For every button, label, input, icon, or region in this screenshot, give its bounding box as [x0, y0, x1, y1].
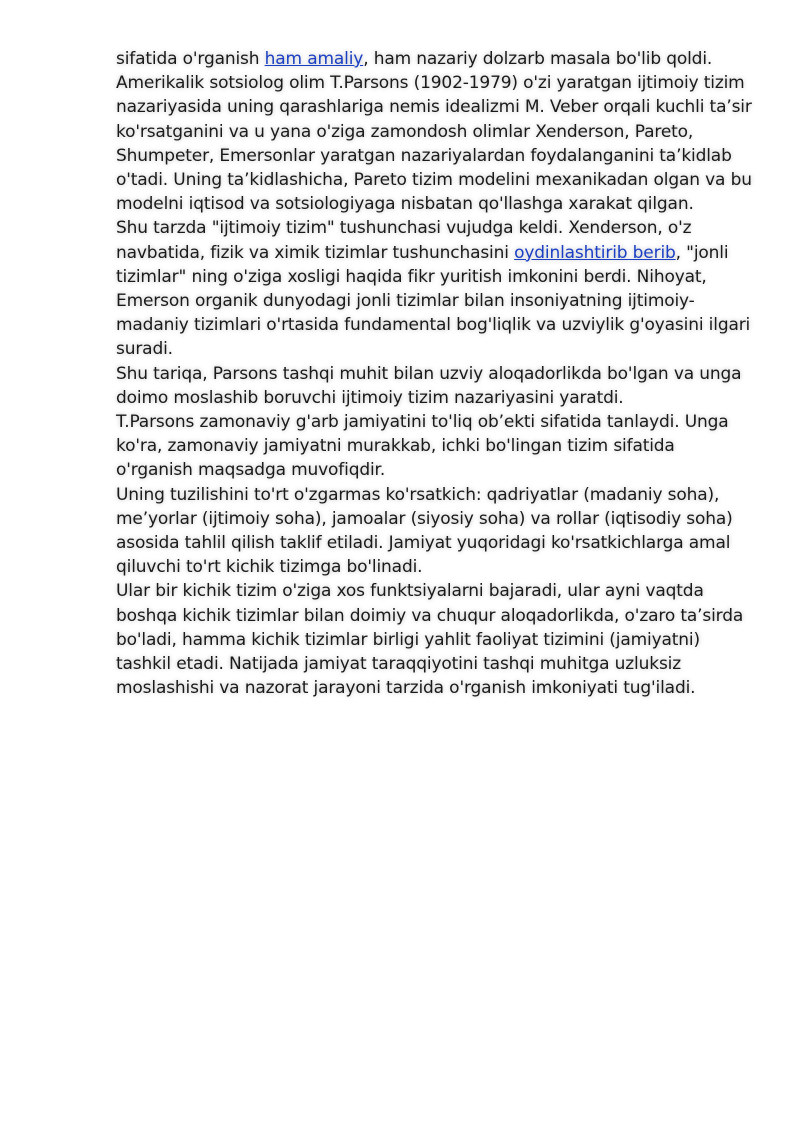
link-oydinlashtirib-berib[interactable]: oydinlashtirib berib: [514, 242, 676, 263]
paragraph-2-text-start: Shu tarzda "ijtimoiy tizim" tushunchasi vujudga keldi. Xenderson, o'z navbatida, fizik va ximik tizimlar tushunchasini: [116, 218, 692, 263]
paragraph-1-text-start: sifatida o'rganish: [116, 49, 265, 69]
paragraph-4: T.Parsons zamonaviy g'arb jamiyatini to'liq ob’ekti sifatida tanlaydi. Unga ko'ra, zamonaviy jamiyatni murakkab, ichki bo'lingan tizim sifatida o'rganish maqsadga muvofiqdir.: [116, 412, 729, 481]
paragraph-2: [116, 216, 756, 361]
paragraph-3: Shu tariqa, Parsons tashqi muhit bilan uzviy aloqadorlikda bo'lgan va unga doimo moslashib boruvchi ijtimoiy tizim nazariyasini yaratdi.: [116, 363, 742, 408]
link-ham-amaliy[interactable]: ham amaliy: [264, 49, 364, 69]
paragraph-1: [116, 47, 756, 216]
paragraph-6: Ular bir kichik tizim o'ziga xos funktsiyalarni bajaradi, ular ayni vaqtda boshqa kichik tizimlar bilan doimiy va chuqur aloqadorlikda, o'zaro ta’sirda bo'ladi, hamma kichik tizimlar birligi yahlit faoliyat tizimini (jamiyatni) tashkil etadi. Natijada jamiyat taraqqiyotini tashqi muhitga uzluksiz moslashishi va nazorat jarayoni tarzida o'rganish imkoniyati tug'iladi.: [116, 581, 744, 699]
paragraph-5: Uning tuzilishini to'rt o'zgarmas ko'rsatkich: qadriyatlar (madaniy soha), me’yorlar (ijtimoiy soha), jamoalar (siyosiy soha) va rollar (iqtisodiy soha) asosida tahlil qilish taklif etiladi. Jamiyat yuqoridagi ko'rsatkichlarga amal qiluvchi to'rt kichik tizimga bo'linadi.: [116, 484, 733, 578]
paragraph-1-text-end: , ham nazariy dolzarb masala bo'lib qoldi. Amerikalik sotsiolog olim T.Parsons (1902-1979) o'zi yaratgan ijtimoiy tizim nazariyasida uning qarashlariga nemis idealizmi M. Veber orqali kuchli ta’sir ko'rsatganini va u yana o'ziga zamondosh olimlar Xenderson, Pareto, Shumpeter, Emersonlar yaratgan nazariyalardan foydalanganini ta’kidlab o'tadi. Uning ta’kidlashicha, Pareto tizim modelini mexanikadan olgan va bu modelni iqtisod va sotsiologiyaga nisbatan qo'llashga xarakat qilgan.: [116, 49, 752, 215]
paragraph-2-text-end: , "jonli tizimlar" ning o'ziga xosligi haqida fikr yuritish imkonini berdi. Nihoyat, Emerson organik dunyodagi jonli tizimlar bilan insoniyatning ijtimoiy-madaniy tizimlari o'rtasida fundamental bog'liqlik va uzviylik g'oyasini ilgari suradi.: [116, 242, 751, 360]
body-text: [116, 47, 756, 700]
